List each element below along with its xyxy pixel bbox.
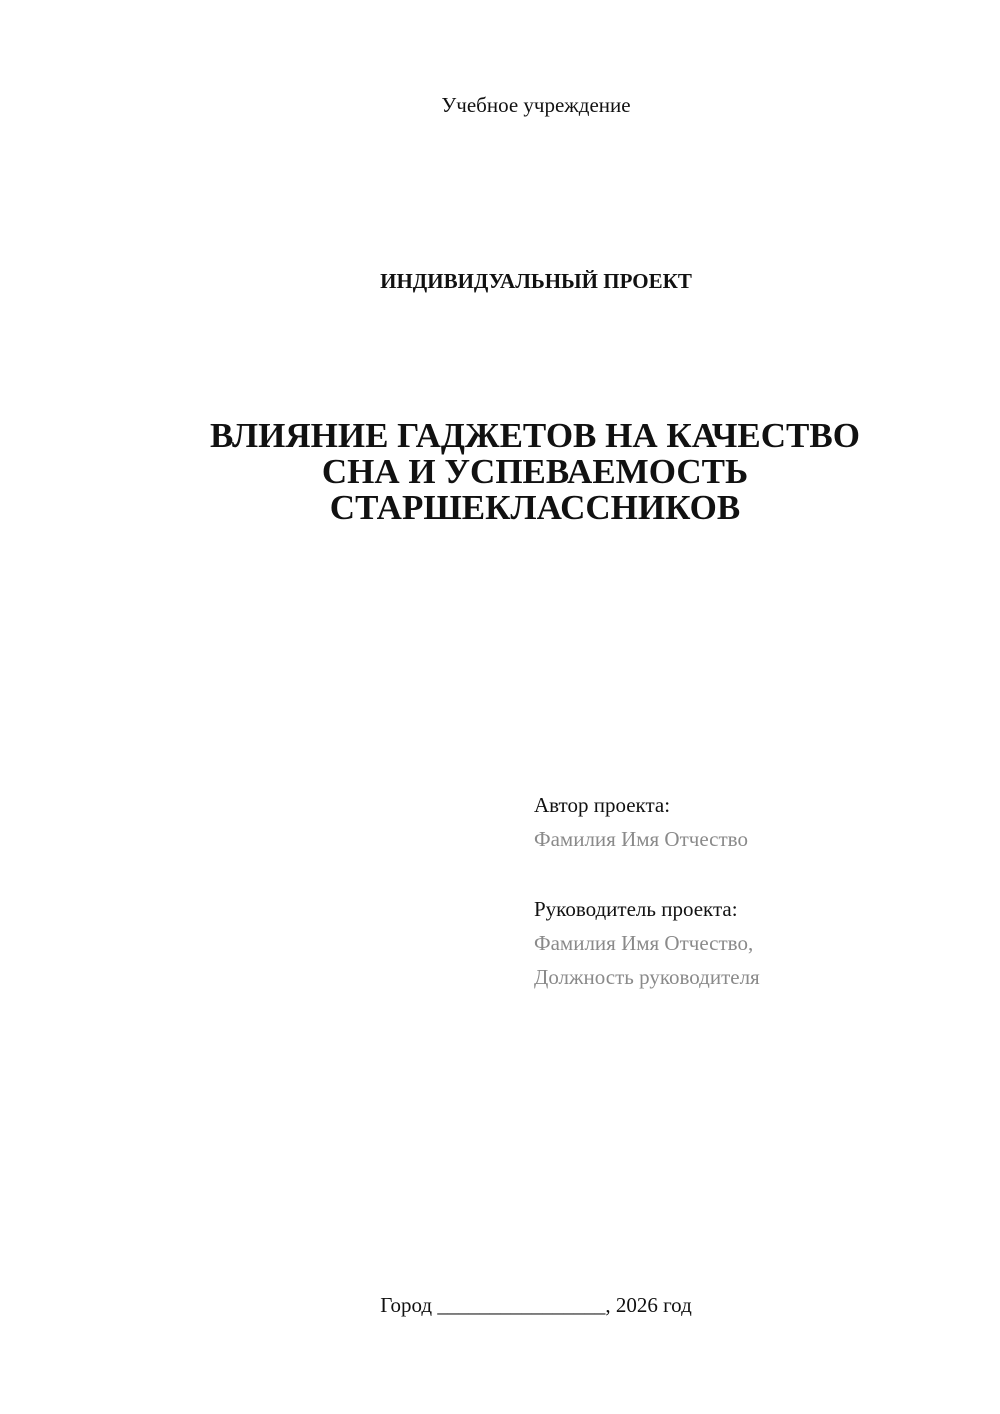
authors-block (534, 788, 974, 994)
project-title (120, 418, 950, 526)
project-title-line: ВЛИЯНИЕ ГАДЖЕТОВ НА КАЧЕСТВО (210, 416, 860, 455)
city-year-line: Город ________________, 2026 год (380, 1293, 692, 1317)
project-type-heading: ИНДИВИДУАЛЬНЫЙ ПРОЕКТ (380, 269, 692, 293)
supervisor-position-placeholder: Должность руководителя (534, 965, 760, 989)
supervisor-label: Руководитель проекта: (534, 897, 738, 921)
author-label: Автор проекта: (534, 793, 671, 817)
supervisor-name-placeholder: Фамилия Имя Отчество, (534, 931, 754, 955)
author-name-placeholder: Фамилия Имя Отчество (534, 827, 748, 851)
project-title-line: СНА И УСПЕВАЕМОСТЬ (321, 452, 749, 491)
authors-spacer (534, 856, 974, 892)
institution-name: Учебное учреждение (441, 93, 631, 117)
project-title-line: СТАРШЕКЛАССНИКОВ (329, 488, 741, 527)
